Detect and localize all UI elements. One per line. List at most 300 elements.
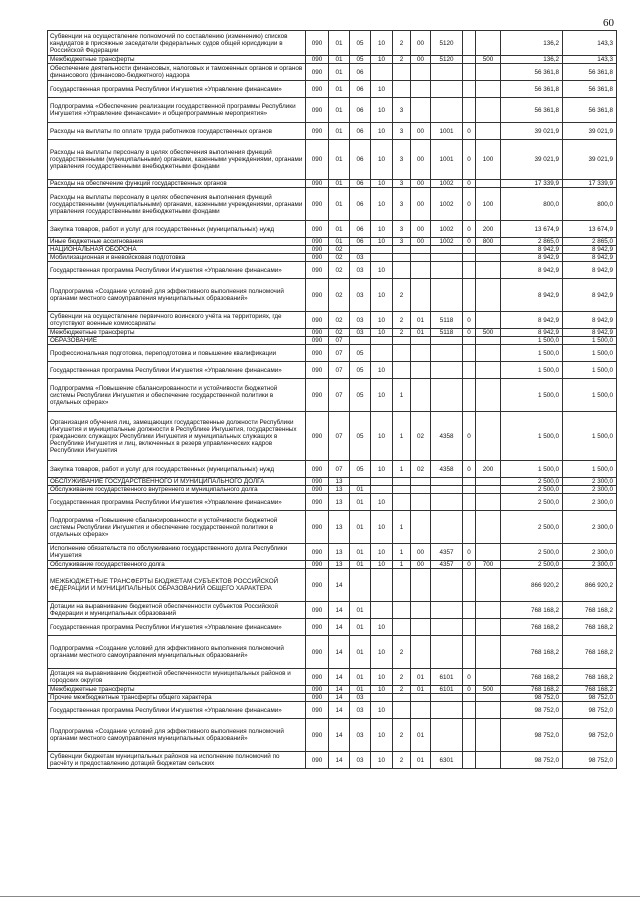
section-code: 02	[329, 254, 350, 262]
direction-code	[431, 494, 463, 511]
event-code	[411, 494, 431, 511]
extra-code: 0	[463, 188, 476, 221]
ministry-code: 090	[306, 188, 329, 221]
amount-year-2: 1 500,0	[563, 461, 617, 478]
event-code: 00	[411, 188, 431, 221]
amount-year-1: 136,2	[501, 56, 563, 64]
table-row	[48, 238, 617, 246]
section-code: 02	[329, 312, 350, 329]
row-name: Подпрограмма «Обеспечение реализации государственной программы Республики Ингушетия «Управление финансами» и общепрограммные мероприятия»	[48, 98, 306, 123]
amount-year-1: 1 500,0	[501, 362, 563, 379]
table-row	[48, 461, 617, 478]
row-name: Подпрограмма «Создание условий для эффективного выполнения полномочий органами местного самоуправления муниципальных образований»	[48, 636, 306, 669]
amount-year-2: 56 361,8	[563, 64, 617, 81]
event-code	[411, 337, 431, 345]
table-row	[48, 246, 617, 254]
row-name: Закупка товаров, работ и услуг для государственных (муниципальных) нужд	[48, 461, 306, 478]
extra-code	[463, 345, 476, 362]
expense-type-code	[476, 337, 501, 345]
program-code	[371, 569, 393, 602]
direction-code	[431, 478, 463, 486]
subprogram-code	[393, 345, 411, 362]
table-row	[48, 569, 617, 602]
program-code: 10	[371, 81, 393, 98]
row-name: Расходы на выплаты персоналу в целях обеспечения выполнения функций государственными (муниципальными) органами, казенными учреждениями, органами управления государственными внебюджетными фондами	[48, 188, 306, 221]
expense-type-code	[476, 180, 501, 188]
row-name: Обслуживание государственного долга	[48, 561, 306, 569]
table-row	[48, 694, 617, 702]
row-name: НАЦИОНАЛЬНАЯ ОБОРОНА	[48, 246, 306, 254]
section-code: 14	[329, 636, 350, 669]
direction-code	[431, 619, 463, 636]
expense-type-code: 200	[476, 221, 501, 238]
subprogram-code: 1	[393, 379, 411, 412]
subprogram-code: 2	[393, 329, 411, 337]
extra-code: 0	[463, 329, 476, 337]
program-code	[371, 486, 393, 494]
amount-year-1: 8 942,9	[501, 329, 563, 337]
extra-code	[463, 752, 476, 769]
event-code: 00	[411, 238, 431, 246]
ministry-code: 090	[306, 544, 329, 561]
expense-type-code: 800	[476, 238, 501, 246]
event-code	[411, 279, 431, 312]
event-code: 01	[411, 312, 431, 329]
ministry-code: 090	[306, 123, 329, 140]
section-code: 14	[329, 669, 350, 686]
program-code: 10	[371, 511, 393, 544]
ministry-code: 090	[306, 140, 329, 180]
extra-code	[463, 81, 476, 98]
direction-code: 1002	[431, 238, 463, 246]
amount-year-2: 2 300,0	[563, 486, 617, 494]
event-code	[411, 362, 431, 379]
table-row	[48, 312, 617, 329]
extra-code	[463, 279, 476, 312]
event-code	[411, 569, 431, 602]
ministry-code: 090	[306, 262, 329, 279]
table-row	[48, 140, 617, 180]
program-code	[371, 254, 393, 262]
amount-year-2: 2 300,0	[563, 478, 617, 486]
extra-code	[463, 379, 476, 412]
subprogram-code: 3	[393, 140, 411, 180]
direction-code: 6101	[431, 669, 463, 686]
subprogram-code	[393, 254, 411, 262]
amount-year-2: 8 942,9	[563, 246, 617, 254]
subsection-code: 01	[350, 561, 371, 569]
event-code: 01	[411, 686, 431, 694]
expense-type-code: 700	[476, 561, 501, 569]
amount-year-1: 56 361,8	[501, 64, 563, 81]
row-name: Расходы на обеспечение функций государственных органов	[48, 180, 306, 188]
amount-year-1: 768 168,2	[501, 636, 563, 669]
ministry-code: 090	[306, 279, 329, 312]
extra-code: 0	[463, 412, 476, 461]
expense-type-code: 100	[476, 188, 501, 221]
program-code	[371, 694, 393, 702]
subsection-code: 05	[350, 362, 371, 379]
amount-year-1: 39 021,9	[501, 140, 563, 180]
extra-code: 0	[463, 221, 476, 238]
table-row	[48, 329, 617, 337]
subprogram-code: 1	[393, 544, 411, 561]
program-code: 10	[371, 188, 393, 221]
ministry-code: 090	[306, 511, 329, 544]
table-row	[48, 123, 617, 140]
expense-type-code	[476, 636, 501, 669]
direction-code	[431, 337, 463, 345]
amount-year-2: 56 361,8	[563, 98, 617, 123]
amount-year-2: 1 500,0	[563, 379, 617, 412]
subprogram-code: 2	[393, 56, 411, 64]
subsection-code: 01	[350, 494, 371, 511]
row-name: Субвенции на осуществление первичного воинского учёта на территориях, где отсутствуют военные комиссариаты	[48, 312, 306, 329]
amount-year-1: 1 500,0	[501, 345, 563, 362]
extra-code	[463, 98, 476, 123]
event-code	[411, 636, 431, 669]
event-code: 02	[411, 412, 431, 461]
ministry-code: 090	[306, 602, 329, 619]
amount-year-1: 98 752,0	[501, 719, 563, 752]
subsection-code: 01	[350, 619, 371, 636]
extra-code	[463, 337, 476, 345]
amount-year-1: 1 500,0	[501, 379, 563, 412]
extra-code: 0	[463, 312, 476, 329]
amount-year-1: 98 752,0	[501, 702, 563, 719]
row-name: Подпрограмма «Создание условий для эффективного выполнения полномочий органами местного самоуправления муниципальных образований»	[48, 719, 306, 752]
amount-year-2: 143,3	[563, 56, 617, 64]
subsection-code: 06	[350, 98, 371, 123]
subsection-code: 03	[350, 752, 371, 769]
event-code: 00	[411, 221, 431, 238]
subprogram-code	[393, 494, 411, 511]
ministry-code: 090	[306, 752, 329, 769]
program-code: 10	[371, 494, 393, 511]
expense-type-code	[476, 478, 501, 486]
amount-year-1: 2 865,0	[501, 238, 563, 246]
extra-code: 0	[463, 544, 476, 561]
row-name: Обслуживание государственного внутреннего и муниципального долга	[48, 486, 306, 494]
program-code: 10	[371, 636, 393, 669]
amount-year-1: 8 942,9	[501, 262, 563, 279]
amount-year-2: 768 168,2	[563, 602, 617, 619]
table-row	[48, 188, 617, 221]
table-row	[48, 478, 617, 486]
table-row	[48, 511, 617, 544]
subsection-code: 05	[350, 345, 371, 362]
subsection-code	[350, 246, 371, 254]
program-code: 10	[371, 686, 393, 694]
row-name: Государственная программа Республики Ингушетия «Управление финансами»	[48, 81, 306, 98]
amount-year-1: 98 752,0	[501, 752, 563, 769]
program-code: 10	[371, 619, 393, 636]
expense-type-code	[476, 702, 501, 719]
amount-year-1: 136,2	[501, 31, 563, 56]
amount-year-2: 8 942,9	[563, 262, 617, 279]
event-code	[411, 262, 431, 279]
section-code: 07	[329, 362, 350, 379]
program-code: 10	[371, 180, 393, 188]
expense-type-code: 100	[476, 140, 501, 180]
extra-code: 0	[463, 669, 476, 686]
section-code: 13	[329, 494, 350, 511]
row-name: Государственная программа Республики Ингушетия «Управление финансами»	[48, 262, 306, 279]
direction-code	[431, 569, 463, 602]
program-code	[371, 478, 393, 486]
ministry-code: 090	[306, 619, 329, 636]
direction-code: 1002	[431, 180, 463, 188]
table-row	[48, 752, 617, 769]
direction-code	[431, 254, 463, 262]
ministry-code: 090	[306, 702, 329, 719]
subprogram-code	[393, 81, 411, 98]
subsection-code	[350, 337, 371, 345]
subsection-code: 06	[350, 188, 371, 221]
program-code: 10	[371, 123, 393, 140]
program-code	[371, 337, 393, 345]
subsection-code: 05	[350, 412, 371, 461]
amount-year-1: 39 021,9	[501, 123, 563, 140]
amount-year-2: 1 500,0	[563, 345, 617, 362]
table-row	[48, 412, 617, 461]
direction-code	[431, 702, 463, 719]
program-code: 10	[371, 719, 393, 752]
section-code: 07	[329, 461, 350, 478]
section-code: 14	[329, 752, 350, 769]
subsection-code: 06	[350, 123, 371, 140]
extra-code	[463, 246, 476, 254]
amount-year-2: 768 168,2	[563, 636, 617, 669]
subsection-code: 01	[350, 602, 371, 619]
amount-year-1: 2 500,0	[501, 544, 563, 561]
subprogram-code	[393, 478, 411, 486]
subprogram-code: 3	[393, 188, 411, 221]
expense-type-code	[476, 362, 501, 379]
subsection-code: 03	[350, 702, 371, 719]
extra-code	[463, 694, 476, 702]
expense-type-code	[476, 279, 501, 312]
ministry-code: 090	[306, 478, 329, 486]
subsection-code	[350, 569, 371, 602]
section-code: 14	[329, 602, 350, 619]
ministry-code: 090	[306, 494, 329, 511]
expense-type-code	[476, 246, 501, 254]
row-name: Государственная программа Республики Ингушетия «Управление финансами»	[48, 702, 306, 719]
section-code: 01	[329, 140, 350, 180]
table-body	[48, 31, 617, 769]
program-code: 10	[371, 379, 393, 412]
subprogram-code	[393, 619, 411, 636]
direction-code: 1002	[431, 221, 463, 238]
direction-code: 4358	[431, 412, 463, 461]
extra-code	[463, 636, 476, 669]
program-code	[371, 602, 393, 619]
subsection-code: 01	[350, 544, 371, 561]
extra-code	[463, 262, 476, 279]
direction-code	[431, 694, 463, 702]
direction-code	[431, 279, 463, 312]
event-code	[411, 694, 431, 702]
amount-year-1: 8 942,9	[501, 246, 563, 254]
ministry-code: 090	[306, 561, 329, 569]
event-code: 00	[411, 180, 431, 188]
row-name: Профессиональная подготовка, переподготовка и повышение квалификации	[48, 345, 306, 362]
expense-type-code	[476, 602, 501, 619]
program-code: 10	[371, 238, 393, 246]
subsection-code: 06	[350, 81, 371, 98]
amount-year-2: 39 021,9	[563, 123, 617, 140]
amount-year-2: 8 942,9	[563, 329, 617, 337]
direction-code	[431, 362, 463, 379]
ministry-code: 090	[306, 362, 329, 379]
event-code: 00	[411, 140, 431, 180]
budget-table	[47, 30, 617, 769]
amount-year-2: 98 752,0	[563, 694, 617, 702]
table-row	[48, 544, 617, 561]
direction-code: 5118	[431, 329, 463, 337]
row-name: МЕЖБЮДЖЕТНЫЕ ТРАНСФЕРТЫ БЮДЖЕТАМ СУБЪЕКТОВ РОССИЙСКОЙ ФЕДЕРАЦИИ И МУНИЦИПАЛЬНЫХ ОБРАЗОВАНИЙ ОБЩЕГО ХАРАКТЕРА	[48, 569, 306, 602]
row-name: Закупка товаров, работ и услуг для государственных (муниципальных) нужд	[48, 221, 306, 238]
table-row	[48, 719, 617, 752]
direction-code: 1001	[431, 140, 463, 180]
amount-year-1: 2 500,0	[501, 561, 563, 569]
section-code: 14	[329, 694, 350, 702]
amount-year-1: 768 168,2	[501, 669, 563, 686]
program-code: 10	[371, 412, 393, 461]
expense-type-code	[476, 345, 501, 362]
extra-code	[463, 31, 476, 56]
table-row	[48, 64, 617, 81]
section-code: 14	[329, 702, 350, 719]
amount-year-2: 8 942,9	[563, 312, 617, 329]
amount-year-1: 1 500,0	[501, 337, 563, 345]
program-code: 10	[371, 669, 393, 686]
subprogram-code: 2	[393, 686, 411, 694]
amount-year-2: 768 168,2	[563, 686, 617, 694]
extra-code	[463, 478, 476, 486]
subsection-code: 06	[350, 140, 371, 180]
section-code: 07	[329, 337, 350, 345]
section-code: 07	[329, 379, 350, 412]
ministry-code: 090	[306, 486, 329, 494]
expense-type-code	[476, 719, 501, 752]
subsection-code: 06	[350, 238, 371, 246]
ministry-code: 090	[306, 337, 329, 345]
event-code	[411, 602, 431, 619]
row-name: Расходы на выплаты по оплате труда работников государственных органов	[48, 123, 306, 140]
subprogram-code: 2	[393, 752, 411, 769]
extra-code	[463, 702, 476, 719]
section-code: 07	[329, 345, 350, 362]
subprogram-code: 3	[393, 123, 411, 140]
subsection-code	[350, 478, 371, 486]
amount-year-2: 8 942,9	[563, 254, 617, 262]
ministry-code: 090	[306, 412, 329, 461]
direction-code	[431, 379, 463, 412]
subsection-code: 05	[350, 379, 371, 412]
subprogram-code: 1	[393, 461, 411, 478]
event-code: 02	[411, 461, 431, 478]
expense-type-code	[476, 694, 501, 702]
direction-code	[431, 64, 463, 81]
ministry-code: 090	[306, 719, 329, 752]
event-code: 00	[411, 544, 431, 561]
subprogram-code: 3	[393, 98, 411, 123]
extra-code	[463, 494, 476, 511]
expense-type-code	[476, 31, 501, 56]
direction-code	[431, 345, 463, 362]
expense-type-code	[476, 379, 501, 412]
extra-code	[463, 602, 476, 619]
amount-year-2: 56 361,8	[563, 81, 617, 98]
amount-year-2: 2 300,0	[563, 561, 617, 569]
amount-year-1: 1 500,0	[501, 412, 563, 461]
section-code: 01	[329, 64, 350, 81]
row-name: ОБСЛУЖИВАНИЕ ГОСУДАРСТВЕННОГО И МУНИЦИПАЛЬНОГО ДОЛГА	[48, 478, 306, 486]
amount-year-2: 768 168,2	[563, 619, 617, 636]
page-number: 60	[603, 17, 614, 29]
row-name: Прочие межбюджетные трансферты общего характера	[48, 694, 306, 702]
ministry-code: 090	[306, 694, 329, 702]
subprogram-code	[393, 64, 411, 81]
event-code	[411, 619, 431, 636]
table-row	[48, 279, 617, 312]
expense-type-code	[476, 544, 501, 561]
extra-code	[463, 719, 476, 752]
section-code: 02	[329, 279, 350, 312]
direction-code	[431, 636, 463, 669]
direction-code	[431, 486, 463, 494]
ministry-code: 090	[306, 686, 329, 694]
subprogram-code: 2	[393, 312, 411, 329]
amount-year-2: 2 300,0	[563, 544, 617, 561]
section-code: 14	[329, 719, 350, 752]
subprogram-code	[393, 569, 411, 602]
amount-year-1: 768 168,2	[501, 602, 563, 619]
direction-code: 6101	[431, 686, 463, 694]
amount-year-2: 800,0	[563, 188, 617, 221]
row-name: Исполнение обязательств по обслуживанию государственного долга Республики Ингушетия	[48, 544, 306, 561]
expense-type-code	[476, 312, 501, 329]
subprogram-code: 1	[393, 561, 411, 569]
section-code: 02	[329, 246, 350, 254]
table-row	[48, 702, 617, 719]
table-row	[48, 98, 617, 123]
amount-year-2: 2 300,0	[563, 511, 617, 544]
program-code: 10	[371, 362, 393, 379]
event-code: 01	[411, 719, 431, 752]
ministry-code: 090	[306, 180, 329, 188]
amount-year-2: 143,3	[563, 31, 617, 56]
subprogram-code: 2	[393, 31, 411, 56]
event-code	[411, 379, 431, 412]
event-code	[411, 246, 431, 254]
section-code: 13	[329, 486, 350, 494]
amount-year-2: 98 752,0	[563, 752, 617, 769]
subsection-code: 06	[350, 64, 371, 81]
amount-year-1: 768 168,2	[501, 619, 563, 636]
extra-code: 0	[463, 140, 476, 180]
ministry-code: 090	[306, 669, 329, 686]
subsection-code: 03	[350, 312, 371, 329]
program-code: 10	[371, 262, 393, 279]
subprogram-code	[393, 702, 411, 719]
amount-year-1: 8 942,9	[501, 312, 563, 329]
row-name: Дотация на выравнивание бюджетной обеспеченности муниципальных районов и городских округов	[48, 669, 306, 686]
extra-code: 0	[463, 561, 476, 569]
section-code: 02	[329, 329, 350, 337]
